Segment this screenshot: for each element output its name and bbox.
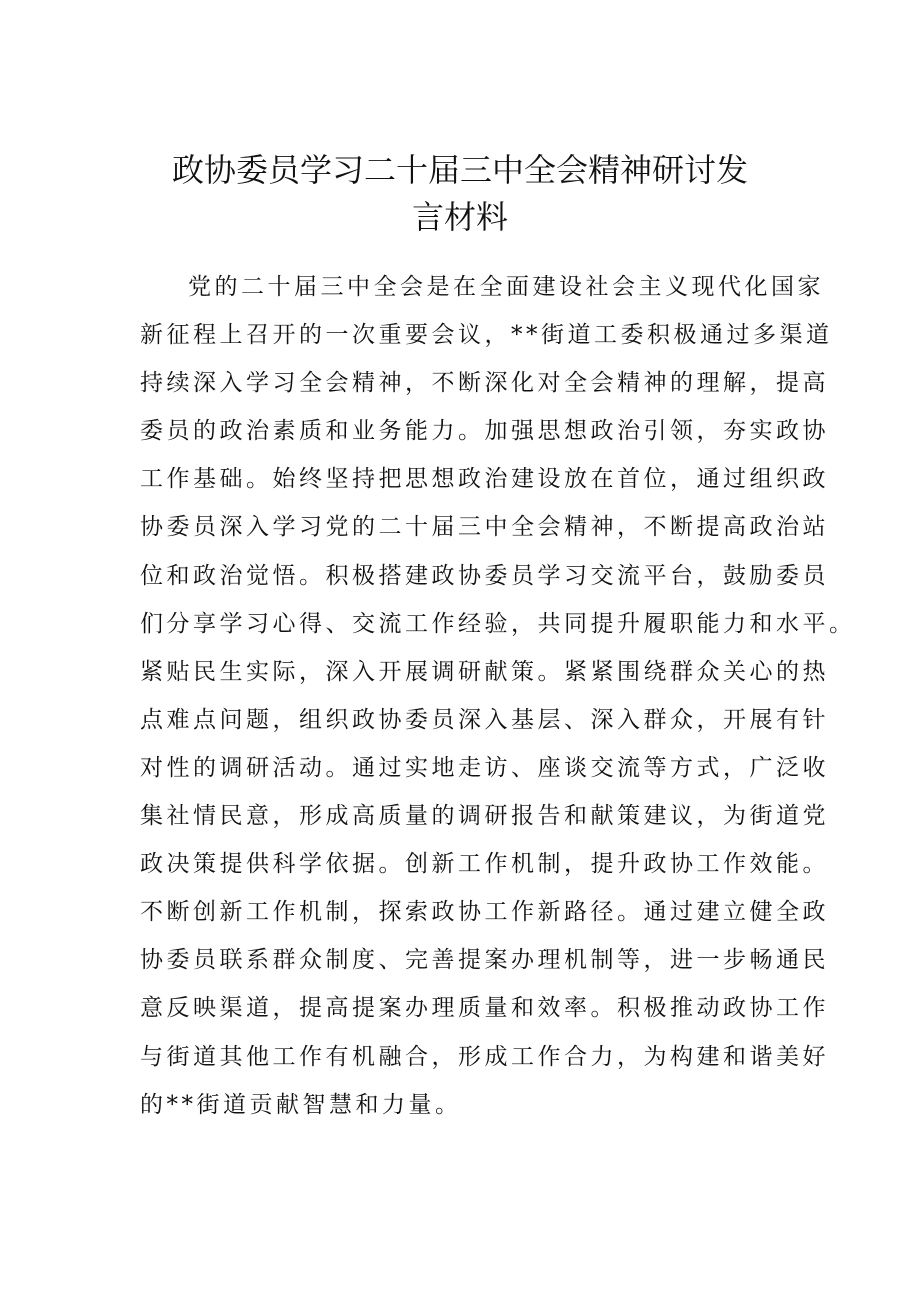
body-line: 工作基础。始终坚持把思想政治建设放在首位，通过组织政	[140, 466, 829, 493]
title-line-2: 言材料	[411, 198, 508, 236]
body-line: 协委员深入学习党的二十届三中全会精神，不断提高政治站	[140, 514, 829, 541]
body-line: 点难点问题，组织政协委员深入基层、深入群众，开展有针	[140, 706, 829, 733]
body-line: 与街道其他工作有机融合，形成工作合力，为构建和谐美好	[140, 1043, 829, 1070]
title-line-1: 政协委员学习二十届三中全会精神研讨发	[171, 151, 748, 189]
body-line: 委员的政治素质和业务能力。加强思想政治引领，夯实政协	[140, 418, 829, 445]
body-line: 新征程上召开的一次重要会议，**街道工委积极通过多渠道	[140, 322, 833, 349]
body-line: 位和政治觉悟。积极搭建政协委员学习交流平台，鼓励委员	[140, 562, 829, 589]
document-body	[140, 263, 856, 1129]
body-line: 持续深入学习全会精神，不断深化对全会精神的理解，提高	[140, 370, 829, 397]
body-line: 集社情民意，形成高质量的调研报告和献策建议，为街道党	[140, 803, 829, 830]
document-title	[140, 147, 780, 241]
body-line: 党的二十届三中全会是在全面建设社会主义现代化国家	[188, 274, 824, 300]
body-line: 们分享学习心得、交流工作经验，共同提升履职能力和水平。	[140, 610, 856, 637]
body-line: 政决策提供科学依据。创新工作机制，提升政协工作效能。	[140, 851, 829, 878]
body-line: 对性的调研活动。通过实地走访、座谈交流等方式，广泛收	[140, 754, 829, 781]
body-line: 不断创新工作机制，探索政协工作新路径。通过建立健全政	[140, 899, 829, 926]
body-line: 的**街道贡献智慧和力量。	[140, 1091, 462, 1118]
body-line: 协委员联系群众制度、完善提案办理机制等，进一步畅通民	[140, 947, 829, 974]
body-line: 紧贴民生实际，深入开展调研献策。紧紧围绕群众关心的热	[140, 658, 829, 685]
body-line: 意反映渠道，提高提案办理质量和效率。积极推动政协工作	[140, 995, 829, 1022]
